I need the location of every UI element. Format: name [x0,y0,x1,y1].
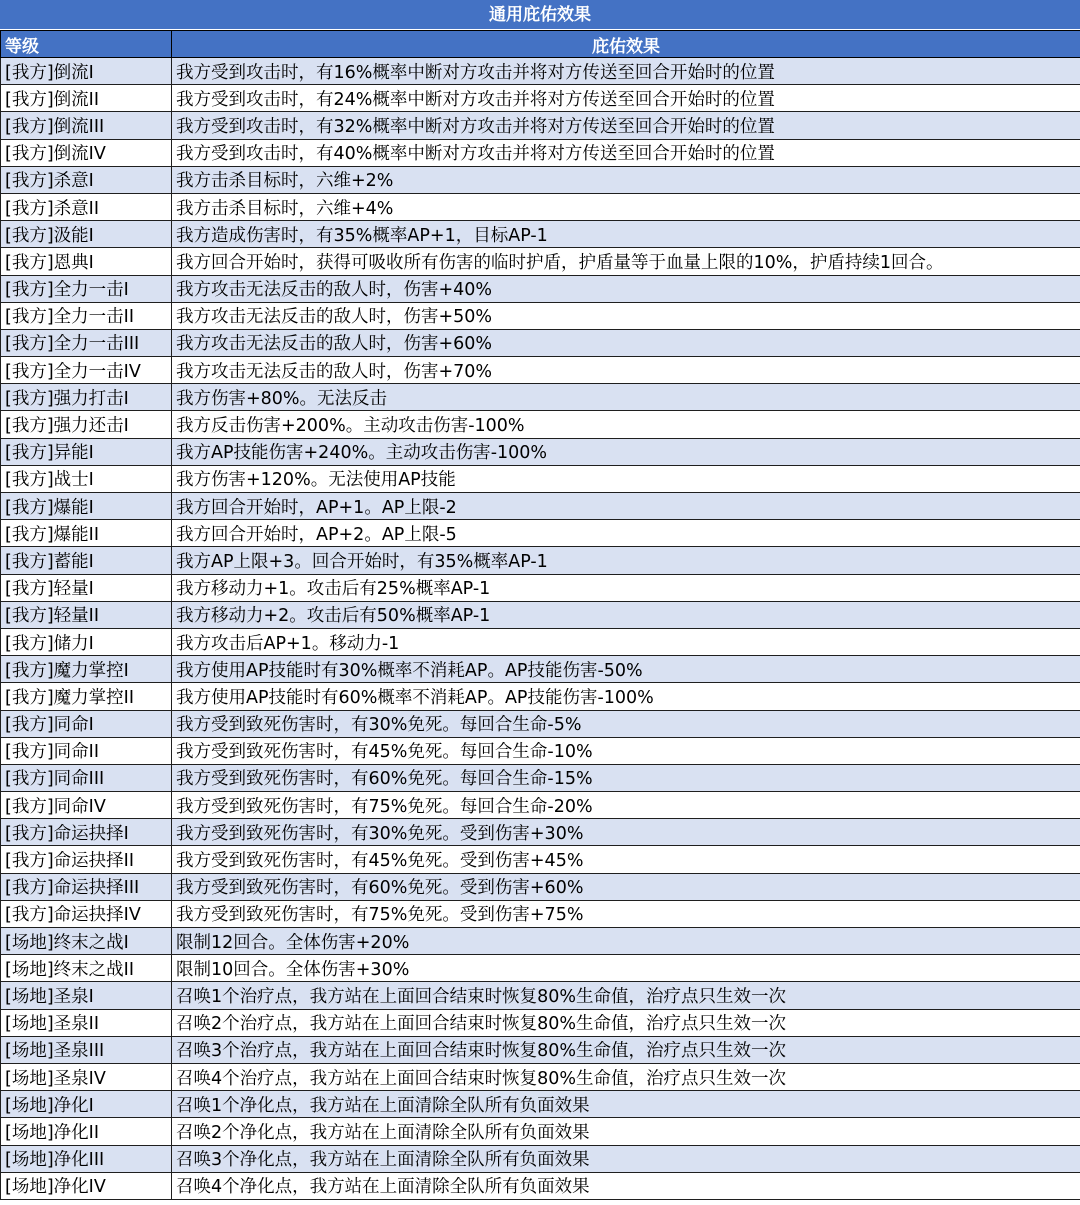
table-row [1,357,1080,384]
blessing-effect-cell: 我方击杀目标时，六维+2% [172,166,1080,193]
table-row [1,928,1080,955]
blessing-level-cell: [我方]倒流I [1,58,172,85]
sheet-title: 通用庇佑效果 [0,0,1080,30]
table-row [1,384,1080,411]
blessing-effect-cell: 我方回合开始时，获得可吸收所有伤害的临时护盾，护盾量等于血量上限的10%，护盾持续1回合。 [172,248,1080,275]
blessing-effect-cell: 召唤1个净化点，我方站在上面清除全队所有负面效果 [172,1091,1080,1118]
table-row [1,683,1080,710]
blessing-effect-cell: 召唤3个治疗点，我方站在上面回合结束时恢复80%生命值，治疗点只生效一次 [172,1036,1080,1063]
table-row [1,955,1080,982]
blessing-level-cell: [场地]圣泉III [1,1036,172,1063]
blessing-effect-cell: 我方受到攻击时，有24%概率中断对方攻击并将对方传送至回合开始时的位置 [172,85,1080,112]
blessing-level-cell: [我方]倒流III [1,112,172,139]
blessing-effect-cell: 我方受到攻击时，有32%概率中断对方攻击并将对方传送至回合开始时的位置 [172,112,1080,139]
blessing-effect-cell: 我方攻击无法反击的敌人时，伤害+50% [172,302,1080,329]
blessing-effect-cell: 我方造成伤害时，有35%概率AP+1，目标AP-1 [172,221,1080,248]
blessing-effect-cell: 召唤2个净化点，我方站在上面清除全队所有负面效果 [172,1118,1080,1145]
table-row [1,166,1080,193]
blessing-level-cell: [我方]轻量II [1,601,172,628]
table-row [1,1091,1080,1118]
blessing-level-cell: [我方]命运抉择I [1,819,172,846]
blessing-effect-cell: 召唤4个治疗点，我方站在上面回合结束时恢复80%生命值，治疗点只生效一次 [172,1063,1080,1090]
blessing-level-cell: [我方]杀意I [1,166,172,193]
table-row [1,656,1080,683]
blessing-effect-cell: 我方受到致死伤害时，有45%免死。受到伤害+45% [172,846,1080,873]
table-row [1,710,1080,737]
blessing-level-cell: [我方]命运抉择III [1,873,172,900]
table-row [1,792,1080,819]
blessing-effect-cell: 我方使用AP技能时有60%概率不消耗AP。AP技能伤害-100% [172,683,1080,710]
blessing-level-cell: [我方]汲能I [1,221,172,248]
table-row [1,900,1080,927]
blessing-level-cell: [场地]净化II [1,1118,172,1145]
blessing-level-cell: [我方]倒流IV [1,139,172,166]
table-row [1,493,1080,520]
table-row [1,737,1080,764]
blessing-effect-cell: 我方受到致死伤害时，有75%免死。每回合生命-20% [172,792,1080,819]
blessing-level-cell: [我方]同命I [1,710,172,737]
blessing-effect-cell: 我方受到致死伤害时，有60%免死。每回合生命-15% [172,764,1080,791]
blessing-effect-cell: 我方攻击无法反击的敌人时，伤害+70% [172,357,1080,384]
blessing-level-cell: [我方]全力一击IV [1,357,172,384]
column-header-level: 等级 [1,31,172,58]
blessing-effect-cell: 召唤2个治疗点，我方站在上面回合结束时恢复80%生命值，治疗点只生效一次 [172,1009,1080,1036]
table-row [1,846,1080,873]
table-row [1,982,1080,1009]
blessing-effects-table [0,30,1080,1200]
blessing-level-cell: [场地]净化I [1,1091,172,1118]
blessing-level-cell: [我方]杀意II [1,193,172,220]
blessing-effect-cell: 我方受到攻击时，有40%概率中断对方攻击并将对方传送至回合开始时的位置 [172,139,1080,166]
blessing-level-cell: [我方]强力打击I [1,384,172,411]
blessing-level-cell: [场地]圣泉I [1,982,172,1009]
table-row [1,112,1080,139]
blessing-level-cell: [场地]净化III [1,1145,172,1172]
blessing-level-cell: [我方]魔力掌控II [1,683,172,710]
blessing-level-cell: [场地]净化IV [1,1172,172,1199]
table-row [1,1172,1080,1199]
table-row [1,873,1080,900]
table-row [1,465,1080,492]
blessing-effect-cell: 召唤4个净化点，我方站在上面清除全队所有负面效果 [172,1172,1080,1199]
blessing-level-cell: [我方]同命II [1,737,172,764]
blessing-level-cell: [我方]同命III [1,764,172,791]
blessing-effect-cell: 我方使用AP技能时有30%概率不消耗AP。AP技能伤害-50% [172,656,1080,683]
table-row [1,547,1080,574]
table-row [1,1009,1080,1036]
blessing-effect-cell: 我方AP上限+3。回合开始时，有35%概率AP-1 [172,547,1080,574]
table-row [1,139,1080,166]
blessing-level-cell: [我方]全力一击III [1,329,172,356]
table-row [1,438,1080,465]
table-row [1,85,1080,112]
blessing-level-cell: [我方]全力一击II [1,302,172,329]
table-row [1,221,1080,248]
blessing-effect-cell: 我方受到致死伤害时，有45%免死。每回合生命-10% [172,737,1080,764]
table-row [1,193,1080,220]
blessing-effect-cell: 我方反击伤害+200%。主动攻击伤害-100% [172,411,1080,438]
table-row [1,58,1080,85]
blessing-level-cell: [我方]战士I [1,465,172,492]
table-row [1,302,1080,329]
blessing-effect-cell: 我方攻击无法反击的敌人时，伤害+60% [172,329,1080,356]
blessing-effect-cell: 我方伤害+120%。无法使用AP技能 [172,465,1080,492]
blessing-effect-cell: 我方受到致死伤害时，有60%免死。受到伤害+60% [172,873,1080,900]
blessing-level-cell: [我方]命运抉择II [1,846,172,873]
blessing-level-cell: [我方]轻量I [1,574,172,601]
blessing-level-cell: [场地]圣泉II [1,1009,172,1036]
table-row [1,411,1080,438]
table-row [1,1063,1080,1090]
blessing-level-cell: [我方]爆能II [1,520,172,547]
table-row [1,275,1080,302]
blessing-effect-cell: 我方受到致死伤害时，有30%免死。受到伤害+30% [172,819,1080,846]
blessing-effect-cell: 我方移动力+1。攻击后有25%概率AP-1 [172,574,1080,601]
blessing-effect-cell: 限制12回合。全体伤害+20% [172,928,1080,955]
blessing-effect-cell: 我方受到攻击时，有16%概率中断对方攻击并将对方传送至回合开始时的位置 [172,58,1080,85]
table-row [1,1145,1080,1172]
blessing-level-cell: [我方]命运抉择IV [1,900,172,927]
blessing-effect-cell: 我方回合开始时，AP+2。AP上限-5 [172,520,1080,547]
blessing-level-cell: [场地]终末之战II [1,955,172,982]
blessing-level-cell: [我方]恩典I [1,248,172,275]
blessing-effect-cell: 我方击杀目标时，六维+4% [172,193,1080,220]
table-row [1,1118,1080,1145]
blessing-effect-cell: 召唤3个净化点，我方站在上面清除全队所有负面效果 [172,1145,1080,1172]
blessing-level-cell: [我方]爆能I [1,493,172,520]
blessing-level-cell: [我方]同命IV [1,792,172,819]
table-row [1,819,1080,846]
blessing-effect-cell: 我方攻击后AP+1。移动力-1 [172,628,1080,655]
blessing-effect-cell: 限制10回合。全体伤害+30% [172,955,1080,982]
blessing-level-cell: [我方]魔力掌控I [1,656,172,683]
blessing-effect-cell: 我方AP技能伤害+240%。主动攻击伤害-100% [172,438,1080,465]
header-row [1,31,1080,58]
blessing-effect-cell: 我方移动力+2。攻击后有50%概率AP-1 [172,601,1080,628]
table-row [1,601,1080,628]
table-row [1,628,1080,655]
table-row [1,248,1080,275]
blessing-level-cell: [我方]强力还击I [1,411,172,438]
blessing-effect-cell: 我方受到致死伤害时，有30%免死。每回合生命-5% [172,710,1080,737]
table-row [1,329,1080,356]
blessing-level-cell: [我方]异能I [1,438,172,465]
table-row [1,764,1080,791]
table-row [1,574,1080,601]
column-header-effect: 庇佑效果 [172,31,1080,58]
blessing-level-cell: [我方]蓄能I [1,547,172,574]
blessing-effect-cell: 我方回合开始时，AP+1。AP上限-2 [172,493,1080,520]
blessing-level-cell: [我方]储力I [1,628,172,655]
table-row [1,520,1080,547]
table-row [1,1036,1080,1063]
blessing-effect-cell: 我方攻击无法反击的敌人时，伤害+40% [172,275,1080,302]
blessing-level-cell: [场地]终末之战I [1,928,172,955]
blessing-effect-cell: 我方受到致死伤害时，有75%免死。受到伤害+75% [172,900,1080,927]
blessing-level-cell: [场地]圣泉IV [1,1063,172,1090]
blessing-level-cell: [我方]全力一击I [1,275,172,302]
blessing-effect-cell: 召唤1个治疗点，我方站在上面回合结束时恢复80%生命值，治疗点只生效一次 [172,982,1080,1009]
table-body [1,58,1080,1200]
blessing-effect-cell: 我方伤害+80%。无法反击 [172,384,1080,411]
blessing-level-cell: [我方]倒流II [1,85,172,112]
